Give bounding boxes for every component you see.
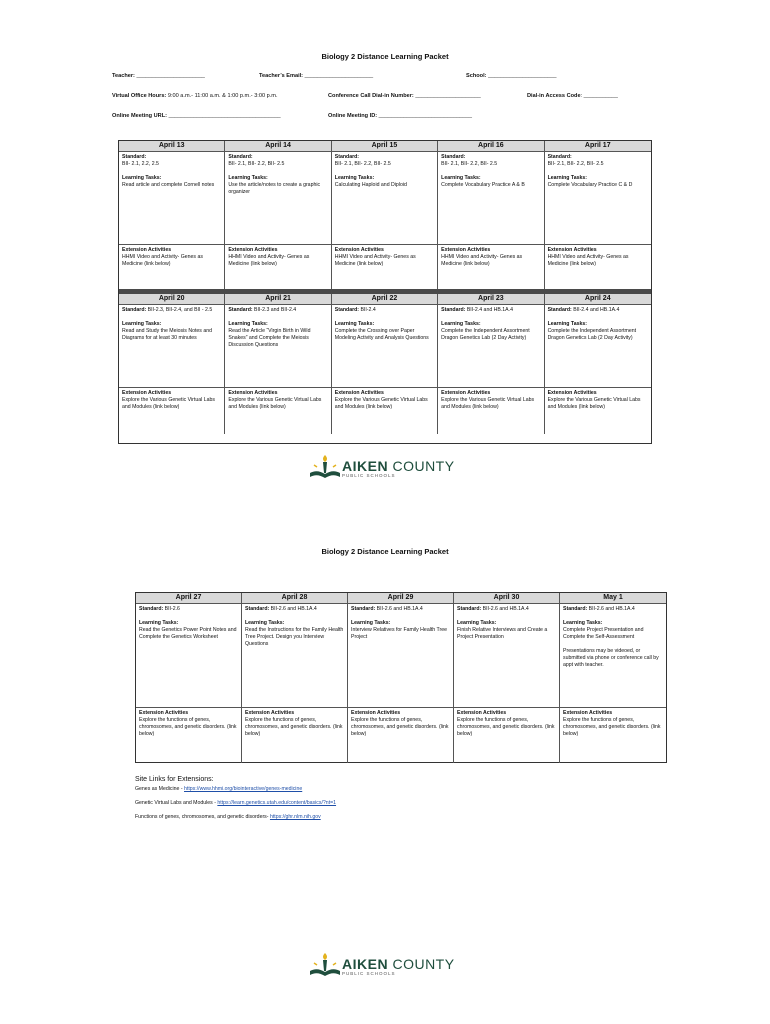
- aiken-county-logo: [308, 455, 455, 481]
- extension-label: Extension Activities: [334, 390, 384, 396]
- standard-label: Standard:: [547, 154, 572, 160]
- link-line: [135, 786, 336, 793]
- logo-subtitle: PUBLIC SCHOOLS: [342, 970, 396, 976]
- day-cell: [119, 305, 225, 387]
- extension-cell: [348, 708, 454, 763]
- day-header: April 30: [454, 593, 560, 604]
- extension-cell: [332, 245, 438, 289]
- office-hours-value: 9:00 a.m.- 11:00 a.m. & 1:00 p.m.- 3:00 p.m.: [167, 93, 278, 99]
- tasks-label: Learning Tasks:: [547, 321, 587, 327]
- extension-value: Explore the Various Genetic Virtual Labs and Modules (link below): [228, 397, 322, 410]
- standard-label: Standard:: [245, 606, 270, 612]
- extension-label: Extension Activities: [441, 390, 491, 396]
- dialin-label: Conference Call Dial-in Number:: [328, 93, 414, 99]
- week1-extension-row: [119, 244, 651, 289]
- extension-label: Extension Activities: [334, 247, 384, 253]
- standard-label: Standard:: [122, 307, 147, 313]
- extension-value: HHMI Video and Activity- Genes as Medicine (link below): [228, 254, 310, 267]
- week2-extension-row: [119, 387, 651, 434]
- meeting-id-field: [328, 113, 472, 119]
- day-cell: [242, 604, 348, 707]
- standard-line: [548, 307, 620, 313]
- day-header: April 17: [545, 141, 651, 152]
- standard-value: BII- 2.1, BII- 2.2, BII- 2.5: [547, 161, 604, 167]
- dialin-field: [328, 93, 481, 99]
- tasks-label: Learning Tasks:: [334, 321, 375, 327]
- tasks-label: Learning Tasks:: [228, 321, 268, 327]
- week3-tasks-row: [136, 604, 666, 707]
- extension-label: Extension Activities: [139, 710, 189, 716]
- logo-subtitle: PUBLIC SCHOOLS: [342, 472, 396, 478]
- standard-label: Standard:: [547, 307, 572, 313]
- extension-cell: [545, 245, 651, 289]
- day-cell: [454, 604, 560, 707]
- tasks-label: Learning Tasks:: [351, 620, 391, 626]
- standard-line: [139, 606, 180, 612]
- tasks-value: Complete the Independent Assortment Dragon Genetics Lab (2 Day Activity): [441, 328, 530, 341]
- meeting-id-blank[interactable]: ______________________________: [378, 113, 473, 119]
- tasks-label: Learning Tasks:: [547, 175, 587, 181]
- extension-cell: [136, 708, 242, 763]
- link-label: Functions of genes, chromosomes, and genetic disorders-: [135, 814, 270, 820]
- tasks-label: Learning Tasks:: [441, 175, 481, 181]
- standard-value: BII-2.6 and HB.1A.4: [375, 606, 423, 612]
- week2-tasks-row: [119, 305, 651, 387]
- standard-value: BII-2.4 and HB.1A.4: [571, 307, 620, 313]
- standard-line: [351, 606, 423, 612]
- day-cell: [438, 305, 544, 387]
- link-label: Genetic Virtual Labs and Modules -: [135, 800, 218, 806]
- tasks-value: Read article and complete Cornell notes: [122, 182, 215, 188]
- email-label: Teacher’s Email:: [259, 73, 304, 79]
- link-label: Genes as Medicine -: [135, 786, 185, 792]
- extension-value: Explore the Various Genetic Virtual Labs and Modules (link below): [122, 397, 215, 410]
- link-line: [135, 800, 336, 807]
- day-header: April 13: [119, 141, 225, 152]
- extension-value: HHMI Video and Activity- Genes as Medicine (link below): [122, 254, 203, 267]
- meeting-url-label: Online Meeting URL:: [112, 113, 168, 119]
- tasks-value: Read the Genetics Power Point Notes and Complete the Genetics Worksheet: [139, 627, 237, 640]
- extension-label: Extension Activities: [245, 710, 295, 716]
- day-cell: [560, 604, 666, 707]
- standard-label: Standard:: [139, 606, 164, 612]
- extension-cell: [332, 388, 438, 434]
- extension-value: Explore the functions of genes, chromosomes, and genetic disorders. (link below): [457, 717, 555, 737]
- school-label: School:: [466, 73, 487, 79]
- tasks-value: Finish Relative Interviews and Create a Project Presentation: [457, 627, 548, 640]
- extension-value: Explore the functions of genes, chromosomes, and genetic disorders. (link below): [245, 717, 343, 737]
- logo-name-bold: AIKEN: [342, 457, 389, 474]
- extension-cell: [225, 388, 331, 434]
- extension-cell: [119, 388, 225, 434]
- meeting-url-blank[interactable]: ____________________________________: [168, 113, 281, 119]
- standard-value: BII-2.3, BII-2.4, and BII - 2.5: [146, 307, 213, 313]
- day-cell: [348, 604, 454, 707]
- extension-value: Explore the functions of genes, chromosomes, and genetic disorders. (link below): [351, 717, 449, 737]
- day-cell: [136, 604, 242, 707]
- extension-label: Extension Activities: [457, 710, 507, 716]
- ghr-nih-link[interactable]: https://ghr.nlm.nih.gov: [269, 814, 321, 820]
- office-hours-label: Virtual Office Hours:: [112, 93, 167, 99]
- standard-label: Standard:: [457, 606, 482, 612]
- standard-label: Standard:: [334, 307, 359, 313]
- extension-value: HHMI Video and Activity- Genes as Medicine (link below): [547, 254, 629, 267]
- tasks-value: Read and Study the Meiosis Notes and Diagrams for at least 30 minutes: [122, 328, 212, 341]
- teacher-label: Teacher:: [112, 73, 135, 79]
- packet-title: Biology 2 Distance Learning Packet: [321, 52, 449, 61]
- day-cell: [225, 152, 331, 244]
- day-header: April 24: [545, 294, 651, 305]
- tasks-label: Learning Tasks:: [139, 620, 179, 626]
- link-line: [135, 814, 336, 821]
- standard-line: [245, 606, 317, 612]
- book-torch-icon: [308, 953, 342, 979]
- standard-value: BII-2.6 and HB.1A.4: [269, 606, 317, 612]
- day-cell: [545, 305, 651, 387]
- extension-links: [135, 776, 336, 821]
- school-blank[interactable]: ______________________: [488, 73, 557, 79]
- extension-label: Extension Activities: [441, 247, 491, 253]
- standard-line: [228, 307, 296, 313]
- standard-line: [335, 307, 376, 313]
- tasks-value: Complete Vocabulary Practice C & D: [547, 182, 633, 188]
- standard-label: Standard:: [228, 307, 253, 313]
- standard-value: BII-2.6 and HB.1A.4: [587, 606, 635, 612]
- tasks-label: Learning Tasks:: [441, 321, 481, 327]
- aiken-county-logo-2: [308, 953, 455, 979]
- standard-value: BII-2.6: [163, 606, 180, 612]
- email-blank[interactable]: ______________________: [304, 73, 374, 79]
- extension-value: HHMI Video and Activity- Genes as Medicine (link below): [441, 254, 523, 267]
- extension-cell: [242, 708, 348, 763]
- day-cell: [119, 152, 225, 244]
- extension-value: Explore the functions of genes, chromosomes, and genetic disorders. (link below): [139, 717, 237, 737]
- presentation-note: Presentations may be videoed, or submitted via phone or conference call by appt with teacher.: [563, 648, 659, 668]
- tasks-label: Learning Tasks:: [122, 321, 162, 327]
- standard-line: [457, 606, 529, 612]
- standard-label: Standard:: [441, 307, 466, 313]
- day-header: April 15: [332, 141, 438, 152]
- extension-label: Extension Activities: [122, 390, 172, 396]
- standard-label: Standard:: [334, 154, 359, 160]
- day-cell: [438, 152, 544, 244]
- extension-label: Extension Activities: [228, 390, 278, 396]
- extension-label: Extension Activities: [228, 247, 278, 253]
- genetic-labs-link[interactable]: https://learn.genetics.utah.edu/content/basics/?nt=1: [217, 800, 337, 806]
- extension-label: Extension Activities: [563, 710, 613, 716]
- extension-cell: [225, 245, 331, 289]
- tasks-value: Complete Project Presentation and Complete the Self-Assessment: [563, 627, 644, 640]
- standard-value: BII-2.4 and HB.1A.4: [465, 307, 513, 313]
- logo-text: [342, 459, 455, 478]
- tasks-label: Learning Tasks:: [245, 620, 285, 626]
- day-header: April 23: [438, 294, 544, 305]
- week1-tasks-row: [119, 152, 651, 244]
- tasks-value: Complete the Independent Assortment Dragon Genetics Lab (2 Day Activity): [547, 328, 637, 341]
- links-heading: Site Links for Extensions:: [135, 776, 214, 783]
- day-cell: [332, 152, 438, 244]
- extension-label: Extension Activities: [351, 710, 401, 716]
- standard-label: Standard:: [441, 154, 466, 160]
- genes-medicine-link[interactable]: https://www.hhmi.org/biointeractive/genes-medicine: [184, 786, 303, 792]
- extension-label: Extension Activities: [547, 247, 597, 253]
- day-header: April 27: [136, 593, 242, 604]
- extension-value: Explore the Various Genetic Virtual Labs and Modules (link below): [441, 397, 535, 410]
- standard-line: [563, 606, 635, 612]
- standard-value: BII- 2.1, BII- 2.2, BII- 2.5: [334, 161, 391, 167]
- standard-value: BII-2.3 and BII-2.4: [252, 307, 297, 313]
- office-hours-field: [112, 93, 278, 99]
- tasks-value: Calculating Haploid and Diploid: [334, 182, 407, 188]
- tasks-value: Use the article/notes to create a graphic organizer: [228, 182, 321, 195]
- day-header: April 16: [438, 141, 544, 152]
- tasks-label: Learning Tasks:: [563, 620, 603, 626]
- dialin-blank[interactable]: _____________________: [415, 93, 481, 99]
- schedule-table-week-3: [135, 592, 667, 763]
- standard-value: BII- 2.1, BII- 2.2, BII- 2.5: [441, 161, 498, 167]
- standard-label: Standard:: [351, 606, 376, 612]
- week1-header-row: [119, 141, 651, 152]
- day-cell: [332, 305, 438, 387]
- tasks-value: Interview Relatives for Family Health Tree Project: [351, 627, 448, 640]
- week3-extension-row: [136, 707, 666, 763]
- extension-label: Extension Activities: [547, 390, 597, 396]
- email-field: [259, 73, 373, 79]
- tasks-label: Learning Tasks:: [334, 175, 375, 181]
- extension-label: Extension Activities: [122, 247, 172, 253]
- standard-line: [122, 307, 212, 313]
- logo-name-rest: COUNTY: [388, 457, 455, 474]
- standard-label: Standard:: [228, 154, 253, 160]
- day-header: April 20: [119, 294, 225, 305]
- extension-cell: [438, 245, 544, 289]
- access-code-label: Dial-in Access Code: [527, 93, 581, 99]
- logo-name-rest: COUNTY: [388, 955, 455, 972]
- packet-title-2: Biology 2 Distance Learning Packet: [321, 547, 449, 556]
- tasks-value: Complete Vocabulary Practice A & B: [441, 182, 525, 188]
- extension-cell: [438, 388, 544, 434]
- standard-label: Standard:: [122, 154, 147, 160]
- standard-line: [441, 307, 513, 313]
- day-header: April 22: [332, 294, 438, 305]
- extension-cell: [545, 388, 651, 434]
- day-header: April 29: [348, 593, 454, 604]
- book-torch-icon: [308, 455, 342, 481]
- day-header: May 1: [560, 593, 666, 604]
- day-cell: [225, 305, 331, 387]
- extension-cell: [119, 245, 225, 289]
- access-code-field: [527, 93, 618, 99]
- standard-label: Standard:: [563, 606, 588, 612]
- meeting-id-label: Online Meeting ID:: [328, 113, 378, 119]
- tasks-label: Learning Tasks:: [457, 620, 497, 626]
- schedule-table-weeks-1-2: [118, 140, 652, 444]
- standard-value: BII- 2.1, 2.2, 2.5: [122, 161, 159, 167]
- standard-value: BII- 2.1, BII- 2.2, BII- 2.5: [228, 161, 285, 167]
- extension-value: Explore the Various Genetic Virtual Labs and Modules (link below): [334, 397, 428, 410]
- extension-value: HHMI Video and Activity- Genes as Medicine (link below): [334, 254, 416, 267]
- tasks-value: Read the Article “Virgin Birth in Wild Snakes” and Complete the Meiosis Discussion Questions: [228, 328, 311, 348]
- extension-cell: [560, 708, 666, 763]
- week2-header-row: [119, 294, 651, 305]
- tasks-label: Learning Tasks:: [228, 175, 268, 181]
- standard-value: BII-2.4: [359, 307, 376, 313]
- tasks-value: Read the Instructions for the Family Health Tree Project. Design you Interview Questions: [245, 627, 344, 647]
- tasks-label: Learning Tasks:: [122, 175, 162, 181]
- school-field: [466, 73, 557, 79]
- access-code-blank[interactable]: : ___________: [580, 93, 618, 99]
- logo-name-bold: AIKEN: [342, 955, 389, 972]
- extension-value: Explore the Various Genetic Virtual Labs and Modules (link below): [547, 397, 641, 410]
- teacher-field: [112, 73, 205, 79]
- day-header: April 28: [242, 593, 348, 604]
- logo-text: [342, 957, 455, 976]
- tasks-value: Complete the Crossing over Paper Modeling Activity and Analysis Questions: [334, 328, 429, 341]
- day-header: April 21: [225, 294, 331, 305]
- extension-value: Explore the functions of genes, chromosomes, and genetic disorders. (link below): [563, 717, 661, 737]
- day-cell: [545, 152, 651, 244]
- standard-value: BII-2.6 and HB.1A.4: [481, 606, 529, 612]
- extension-cell: [454, 708, 560, 763]
- day-header: April 14: [225, 141, 331, 152]
- teacher-blank[interactable]: ______________________: [136, 73, 205, 79]
- meeting-url-field: [112, 113, 281, 119]
- week3-header-row: [136, 593, 666, 604]
